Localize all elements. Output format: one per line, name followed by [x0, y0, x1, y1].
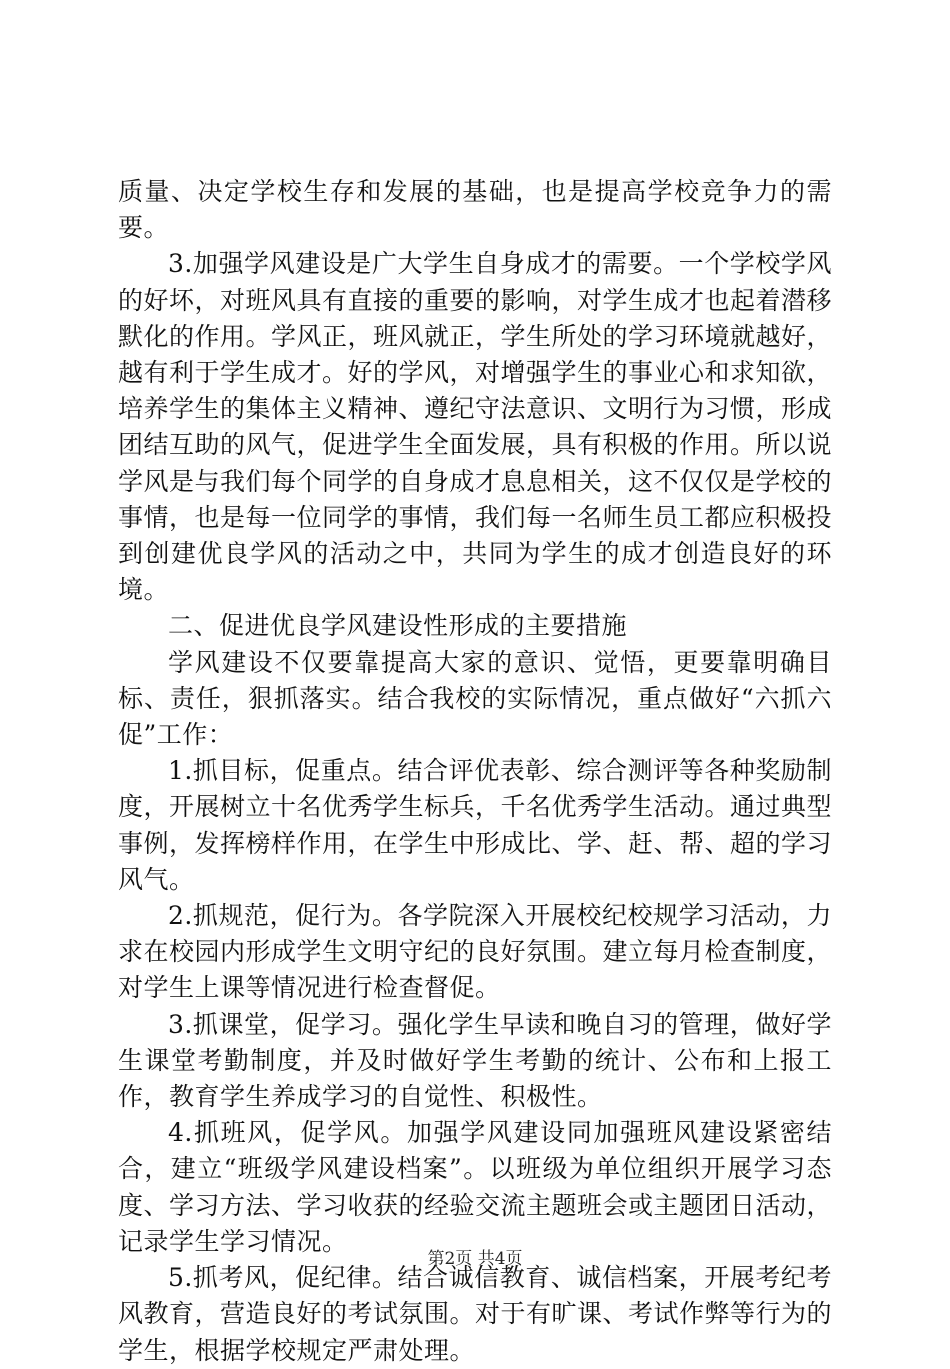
- paragraph-measure-4: 4.抓班风，促学风。加强学风建设同加强班风建设紧密结合，建立“班级学风建设档案”。以班级为单位组织开展学习态度、学习方法、学习收获的经验交流主题班会或主题团日活动，记录学生学习情况。: [118, 1118, 833, 1256]
- document-body: [118, 174, 832, 1369]
- paragraph-continuation: 质量、决定学校生存和发展的基础，也是提高学校竞争力的需要。: [118, 177, 832, 243]
- paragraph-intro: 学风建设不仅要靠提高大家的意识、觉悟，更要靠明确目标、责任，狠抓落实。结合我校的实际情况，重点做好“六抓六促”工作：: [118, 647, 832, 750]
- paragraph-point-3: 3.加强学风建设是广大学生自身成才的需要。一个学校学风的好坏，对班风具有直接的重要的影响，对学生成才也起着潜移默化的作用。学风正，班风就正，学生所处的学习环境就越好，越有利于学生成才。好的学风，对增强学生的事业心和求知欲，培养学生的集体主义精神、遵纪守法意识、文明行为习惯，形成团结互助的风气，促进学生全面发展，具有积极的作用。所以说学风是与我们每个同学的自身成才息息相关，这不仅仅是学校的事情，也是每一位同学的事情，我们每一名师生员工都应积极投到创建优良学风的活动之中，共同为学生的成才创造良好的环境。: [118, 249, 833, 605]
- paragraph-measure-3: 3.抓课堂，促学习。强化学生早读和晚自习的管理，做好学生课堂考勤制度，并及时做好学生考勤的统计、公布和上报工作，教育学生养成学习的自觉性、积极性。: [118, 1009, 832, 1112]
- section-heading-2: 二、促进优良学风建设性形成的主要措施: [168, 611, 628, 641]
- paragraph-measure-1: 1.抓目标，促重点。结合评优表彰、综合测评等各种奖励制度，开展树立十名优秀学生标兵，千名优秀学生活动。通过典型事例，发挥榜样作用，在学生中形成比、学、赶、帮、超的学习风气。: [118, 756, 833, 894]
- paragraph-measure-5: 5.抓考风，促纪律。结合诚信教育、诚信档案，开展考纪考风教育，营造良好的考试氛围。对于有旷课、考试作弊等行为的学生，根据学校规定严肃处理。: [118, 1263, 833, 1365]
- page-number-footer: 第2页 共4页: [427, 1249, 523, 1269]
- paragraph-measure-2: 2.抓规范，促行为。各学院深入开展校纪校规学习活动，力求在校园内形成学生文明守纪的良好氛围。建立每月检查制度，对学生上课等情况进行检查督促。: [118, 901, 833, 1003]
